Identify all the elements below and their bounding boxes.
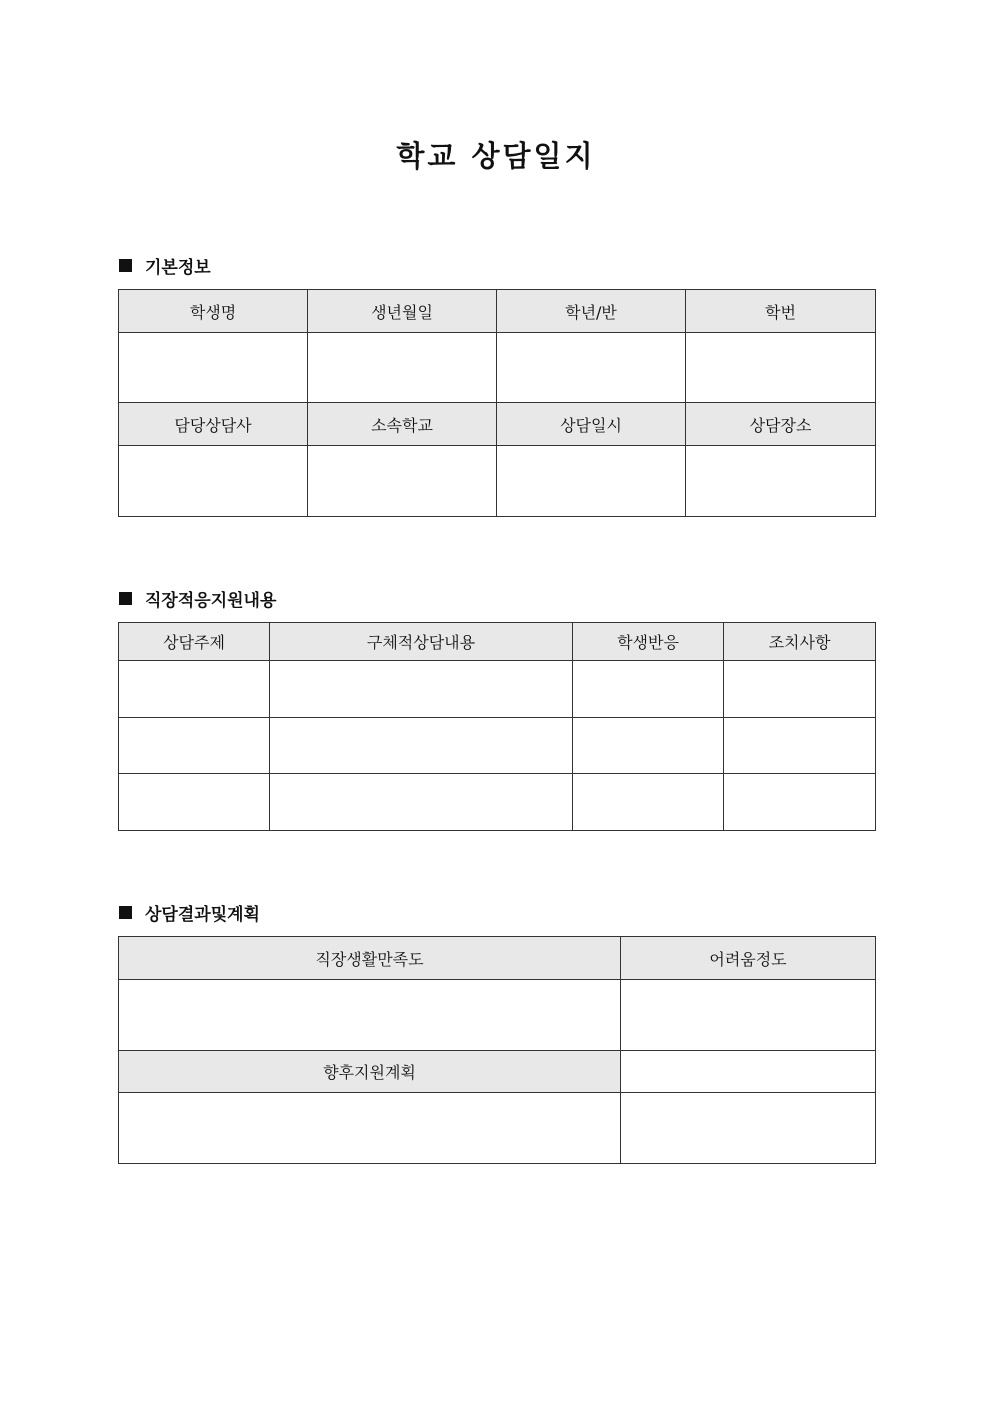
header-actions: 조치사항 (724, 623, 876, 661)
cell-student-response[interactable] (573, 774, 724, 831)
section-heading-label: 기본정보 (145, 257, 211, 278)
cell-student-response[interactable] (573, 661, 724, 718)
section-heading-label: 직장적응지원내용 (145, 590, 277, 611)
header-counsel-place: 상담장소 (686, 403, 876, 446)
cell-job-satisfaction[interactable] (119, 980, 621, 1051)
cell-grade-class[interactable] (497, 333, 686, 403)
cell-counsel-place[interactable] (686, 446, 876, 517)
cell-student-number[interactable] (686, 333, 876, 403)
result-table (118, 936, 876, 1164)
header-student-name: 학생명 (119, 290, 308, 333)
cell-actions[interactable] (724, 774, 876, 831)
cell-difficulty[interactable] (621, 980, 876, 1051)
header-future-plan: 향후지원계획 (119, 1051, 621, 1093)
page-title: 학교 상담일지 (396, 139, 596, 173)
cell-actions[interactable] (724, 718, 876, 774)
cell-student-response[interactable] (573, 718, 724, 774)
cell-birthdate[interactable] (308, 333, 497, 403)
header-job-satisfaction: 직장생활만족도 (119, 937, 621, 980)
header-counsel-datetime: 상담일시 (497, 403, 686, 446)
section-heading-label: 상담결과및계획 (145, 904, 260, 925)
cell-blank[interactable] (621, 1051, 876, 1093)
square-bullet-icon (119, 259, 132, 272)
header-counselor: 담당상담사 (119, 403, 308, 446)
section-heading-basic (119, 253, 211, 277)
cell-counsel-topic[interactable] (119, 774, 270, 831)
header-school: 소속학교 (308, 403, 497, 446)
cell-counsel-topic[interactable] (119, 661, 270, 718)
cell-counsel-detail[interactable] (270, 661, 573, 718)
cell-future-plan[interactable] (119, 1093, 621, 1164)
cell-student-name[interactable] (119, 333, 308, 403)
header-student-response: 학생반응 (573, 623, 724, 661)
header-counsel-detail: 구체적상담내용 (270, 623, 573, 661)
cell-counsel-detail[interactable] (270, 718, 573, 774)
header-grade-class: 학년/반 (497, 290, 686, 333)
cell-actions[interactable] (724, 661, 876, 718)
header-difficulty: 어려움정도 (621, 937, 876, 980)
cell-counsel-topic[interactable] (119, 718, 270, 774)
section-heading-support (119, 586, 276, 610)
cell-counsel-detail[interactable] (270, 774, 573, 831)
section-heading-result (119, 900, 260, 924)
basic-info-table (118, 289, 876, 517)
cell-counsel-datetime[interactable] (497, 446, 686, 517)
support-table (118, 622, 876, 831)
header-birthdate: 생년월일 (308, 290, 497, 333)
cell-blank[interactable] (621, 1093, 876, 1164)
cell-counselor[interactable] (119, 446, 308, 517)
cell-school[interactable] (308, 446, 497, 517)
square-bullet-icon (119, 906, 132, 919)
header-student-number: 학번 (686, 290, 876, 333)
square-bullet-icon (119, 592, 132, 605)
header-counsel-topic: 상담주제 (119, 623, 270, 661)
